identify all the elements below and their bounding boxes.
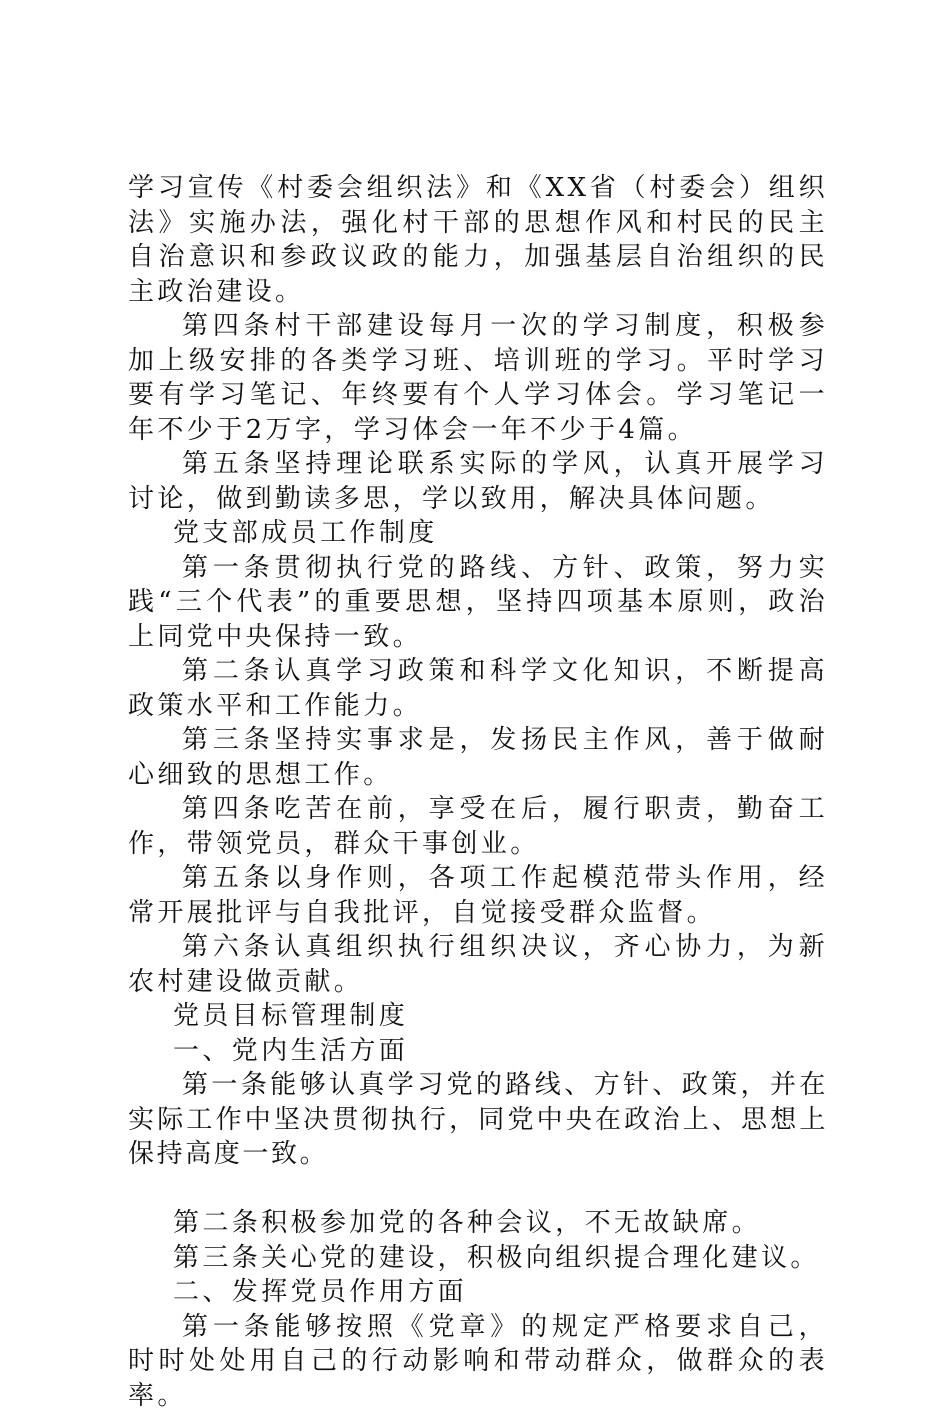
subheading-member-role: 二、发挥党员作用方面	[128, 1275, 828, 1310]
section-heading-member-goals: 党员目标管理制度	[128, 999, 828, 1034]
paragraph-article-5: 第五条坚持理论联系实际的学风，认真开展学习讨论，做到勤读多思，学以致用，解决具体问题。	[128, 447, 828, 516]
subheading-party-life: 一、党内生活方面	[128, 1034, 828, 1069]
paragraph-article-4: 第四条村干部建设每月一次的学习制度，积极参加上级安排的各类学习班、培训班的学习。平时学习要有学习笔记、年终要有个人学习体会。学习笔记一年不少于2万字，学习体会一年不少于4篇。	[128, 309, 828, 447]
paragraph-member-role-article-1: 第一条能够按照《党章》的规定严格要求自己，时时处处用自己的行动影响和带动群众，做群众的表率。	[128, 1310, 828, 1413]
paragraph-branch-article-3: 第三条坚持实事求是，发扬民主作风，善于做耐心细致的思想工作。	[128, 723, 828, 792]
section-heading-branch-members: 党支部成员工作制度	[128, 516, 828, 551]
paragraph-party-life-article-2: 第二条积极参加党的各种会议，不无故缺席。	[128, 1206, 828, 1241]
paragraph-branch-article-1: 第一条贯彻执行党的路线、方针、政策，努力实践“三个代表”的重要思想，坚持四项基本原则，政治上同党中央保持一致。	[128, 551, 828, 655]
paragraph-branch-article-2: 第二条认真学习政策和科学文化知识，不断提高政策水平和工作能力。	[128, 654, 828, 723]
paragraph-party-life-article-3: 第三条关心党的建设，积极向组织提合理化建议。	[128, 1241, 828, 1276]
paragraph-branch-article-5: 第五条以身作则，各项工作起模范带头作用，经常开展批评与自我批评，自觉接受群众监督。	[128, 861, 828, 930]
paragraph-continuation: 学习宣传《村委会组织法》和《XX省（村委会）组织法》实施办法，强化村干部的思想作风和村民的民主自治意识和参政议政的能力，加强基层自治组织的民主政治建设。	[128, 171, 828, 309]
paragraph-branch-article-4: 第四条吃苦在前，享受在后，履行职责，勤奋工作，带领党员，群众干事创业。	[128, 792, 828, 861]
document-body	[128, 171, 828, 1413]
paragraph-branch-article-6: 第六条认真组织执行组织决议，齐心协力，为新农村建设做贡献。	[128, 930, 828, 999]
paragraph-party-life-article-1: 第一条能够认真学习党的路线、方针、政策，并在实际工作中坚决贯彻执行，同党中央在政治上、思想上保持高度一致。	[128, 1068, 828, 1172]
